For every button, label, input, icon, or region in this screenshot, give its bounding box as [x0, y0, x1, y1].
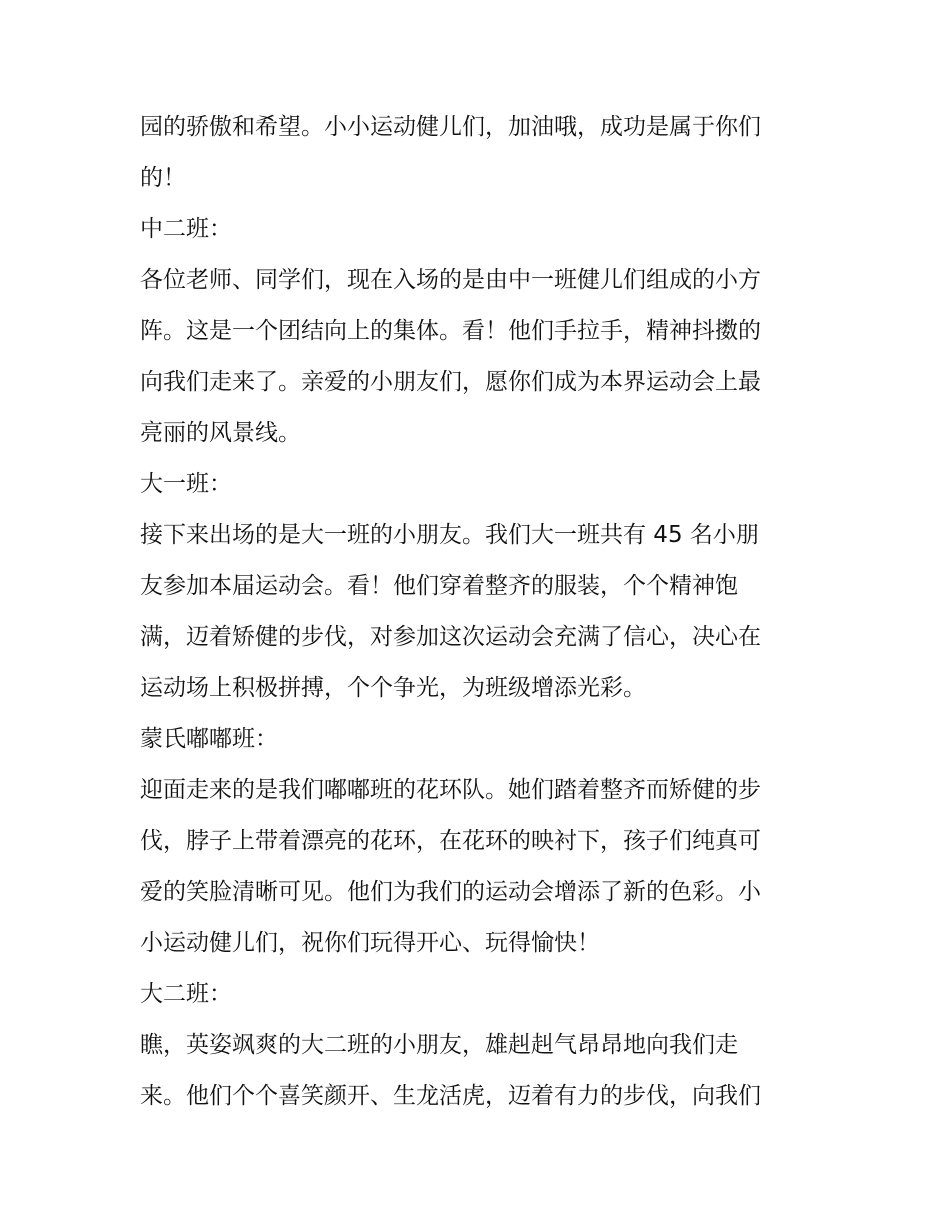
- text-line: 伐，脖子上带着漂亮的花环，在花环的映衬下，孩子们纯真可: [140, 828, 761, 854]
- text-line: 迎面走来的是我们嘟嘟班的花环队。她们踏着整齐而矫健的步: [140, 777, 761, 803]
- text-line: 的！: [140, 165, 186, 191]
- section-heading-class-da-yi: 大一班：: [140, 471, 232, 497]
- text-line: 接下来出场的是大一班的小朋友。我们大一班共有 45 名小朋: [140, 522, 759, 548]
- text-line: 瞧，英姿飒爽的大二班的小朋友，雄赳赳气昂昂地向我们走: [140, 1032, 738, 1058]
- document-body: [140, 102, 812, 1122]
- text-line: 园的骄傲和希望。小小运动健儿们，加油哦，成功是属于你们: [140, 114, 761, 140]
- text-line: 运动场上积极拼搏，个个争光，为班级增添光彩。: [140, 675, 646, 701]
- text-line: 各位老师、同学们，现在入场的是由中一班健儿们组成的小方: [140, 267, 761, 293]
- text-line: 向我们走来了。亲爱的小朋友们，愿你们成为本界运动会上最: [140, 369, 761, 395]
- text-line: 友参加本届运动会。看！他们穿着整齐的服装，个个精神饱: [140, 573, 738, 599]
- text-line: 爱的笑脸清晰可见。他们为我们的运动会增添了新的色彩。小: [140, 879, 761, 905]
- text-line: 阵。这是一个团结向上的集体。看！他们手拉手，精神抖擞的: [140, 318, 761, 344]
- text-line: 小运动健儿们，祝你们玩得开心、玩得愉快！: [140, 930, 600, 956]
- text-line: 来。他们个个喜笑颜开、生龙活虎，迈着有力的步伐，向我们: [140, 1083, 761, 1109]
- text-line: 亮丽的风景线。: [140, 420, 301, 446]
- section-heading-class-dudu: 蒙氏嘟嘟班：: [140, 726, 278, 752]
- section-heading-class-da-er: 大二班：: [140, 981, 232, 1007]
- text-line: 满，迈着矫健的步伐，对参加这次运动会充满了信心，决心在: [140, 624, 761, 650]
- section-heading-class-zhong-er: 中二班：: [140, 216, 232, 242]
